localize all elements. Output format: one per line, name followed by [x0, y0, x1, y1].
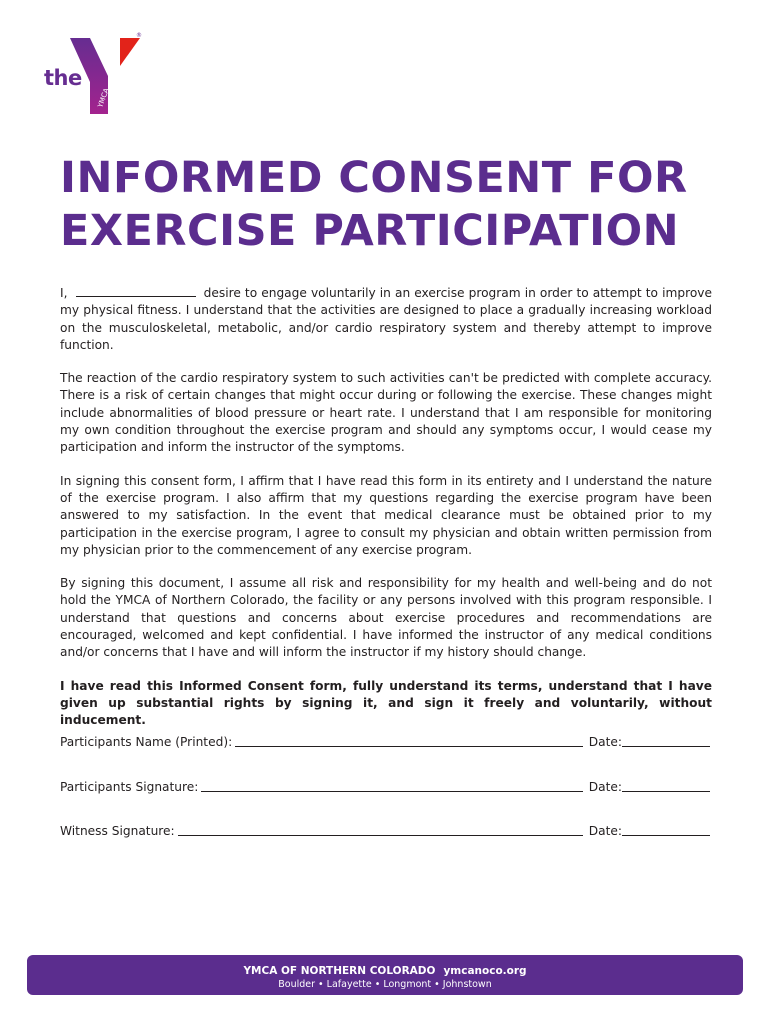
- trademark-symbol: ®: [136, 32, 142, 39]
- date-line[interactable]: [622, 779, 710, 792]
- participant-name-line[interactable]: [235, 734, 583, 747]
- witness-signature-label: Witness Signature:: [60, 824, 175, 838]
- ymca-logo: [40, 30, 150, 120]
- paragraph-4: By signing this document, I assume all risk and responsibility for my health and well-being and do not hold the YMCA of Northern Colorado, the facility or any persons involved with this program responsible. I understand that questions and concerns about exercise procedures and recommendations are encouraged, welcomed and kept confidential. I have informed the instructor of any medical conditions and/or concerns that I have and will inform the instructor if my history should change.: [60, 576, 712, 660]
- logo-the-text: the: [44, 66, 82, 90]
- date-line[interactable]: [622, 823, 710, 836]
- title-line-1: INFORMED CONSENT FOR: [60, 153, 688, 203]
- ymca-y-logo-icon: [68, 36, 148, 116]
- witness-signature-row: [60, 820, 710, 838]
- date-label: Date:: [588, 735, 622, 749]
- consent-body: [60, 284, 712, 746]
- title-line-2: EXERCISE PARTICIPATION: [60, 206, 680, 256]
- participant-name-blank[interactable]: [76, 284, 196, 297]
- participant-name-row: [60, 731, 710, 749]
- footer-banner: [27, 955, 743, 995]
- footer-line-1: [27, 965, 743, 977]
- footer-locations: Boulder • Lafayette • Longmont • Johnstown: [278, 979, 492, 990]
- footer-url: ymcanoco.org: [443, 965, 527, 977]
- date-label: Date:: [588, 824, 622, 838]
- date-label: Date:: [588, 780, 622, 794]
- paragraph-3: In signing this consent form, I affirm that I have read this form in its entirety and I understand the nature of the exercise program. I also affirm that my questions regarding the exercise program have been answered to my satisfaction. In the event that medical clearance must be obtained prior to my participation in the exercise program, I agree to consult my physician and obtain written permission from my physician prior to the commencement of any exercise program.: [60, 473, 712, 557]
- footer-org: YMCA OF NORTHERN COLORADO: [243, 965, 436, 977]
- page-title: [60, 152, 688, 258]
- paragraph-1-start: I,: [60, 286, 68, 300]
- participant-name-label: Participants Name (Printed):: [60, 735, 233, 749]
- paragraph-1-rest: desire to engage voluntarily in an exercise program in order to attempt to improve my physical fitness. I understand that the activities are designed to place a gradually increasing workload on the musculoskeletal, metabolic, and/or cardio respiratory system and thereby attempt to improve function.: [60, 286, 712, 352]
- participant-signature-row: [60, 776, 710, 794]
- paragraph-2: The reaction of the cardio respiratory system to such activities can't be predicted with complete accuracy. There is a risk of certain changes that might occur during or following the exercise. These changes might include abnormalities of blood pressure or heart rate. I understand that I am responsible for monitoring my own condition throughout the exercise program and should any symptoms occur, I would cease my participation and inform the instructor of the symptoms.: [60, 371, 712, 455]
- participant-signature-line[interactable]: [201, 779, 582, 792]
- logo-ymca-text: YMCA: [96, 87, 111, 109]
- participant-signature-label: Participants Signature:: [60, 780, 199, 794]
- date-line[interactable]: [622, 734, 710, 747]
- paragraph-1: [60, 284, 712, 354]
- acknowledgement-paragraph: I have read this Informed Consent form, fully understand its terms, understand that I have given up substantial rights by signing it, and sign it freely and voluntarily, without inducement.: [60, 678, 712, 728]
- witness-signature-line[interactable]: [178, 823, 583, 836]
